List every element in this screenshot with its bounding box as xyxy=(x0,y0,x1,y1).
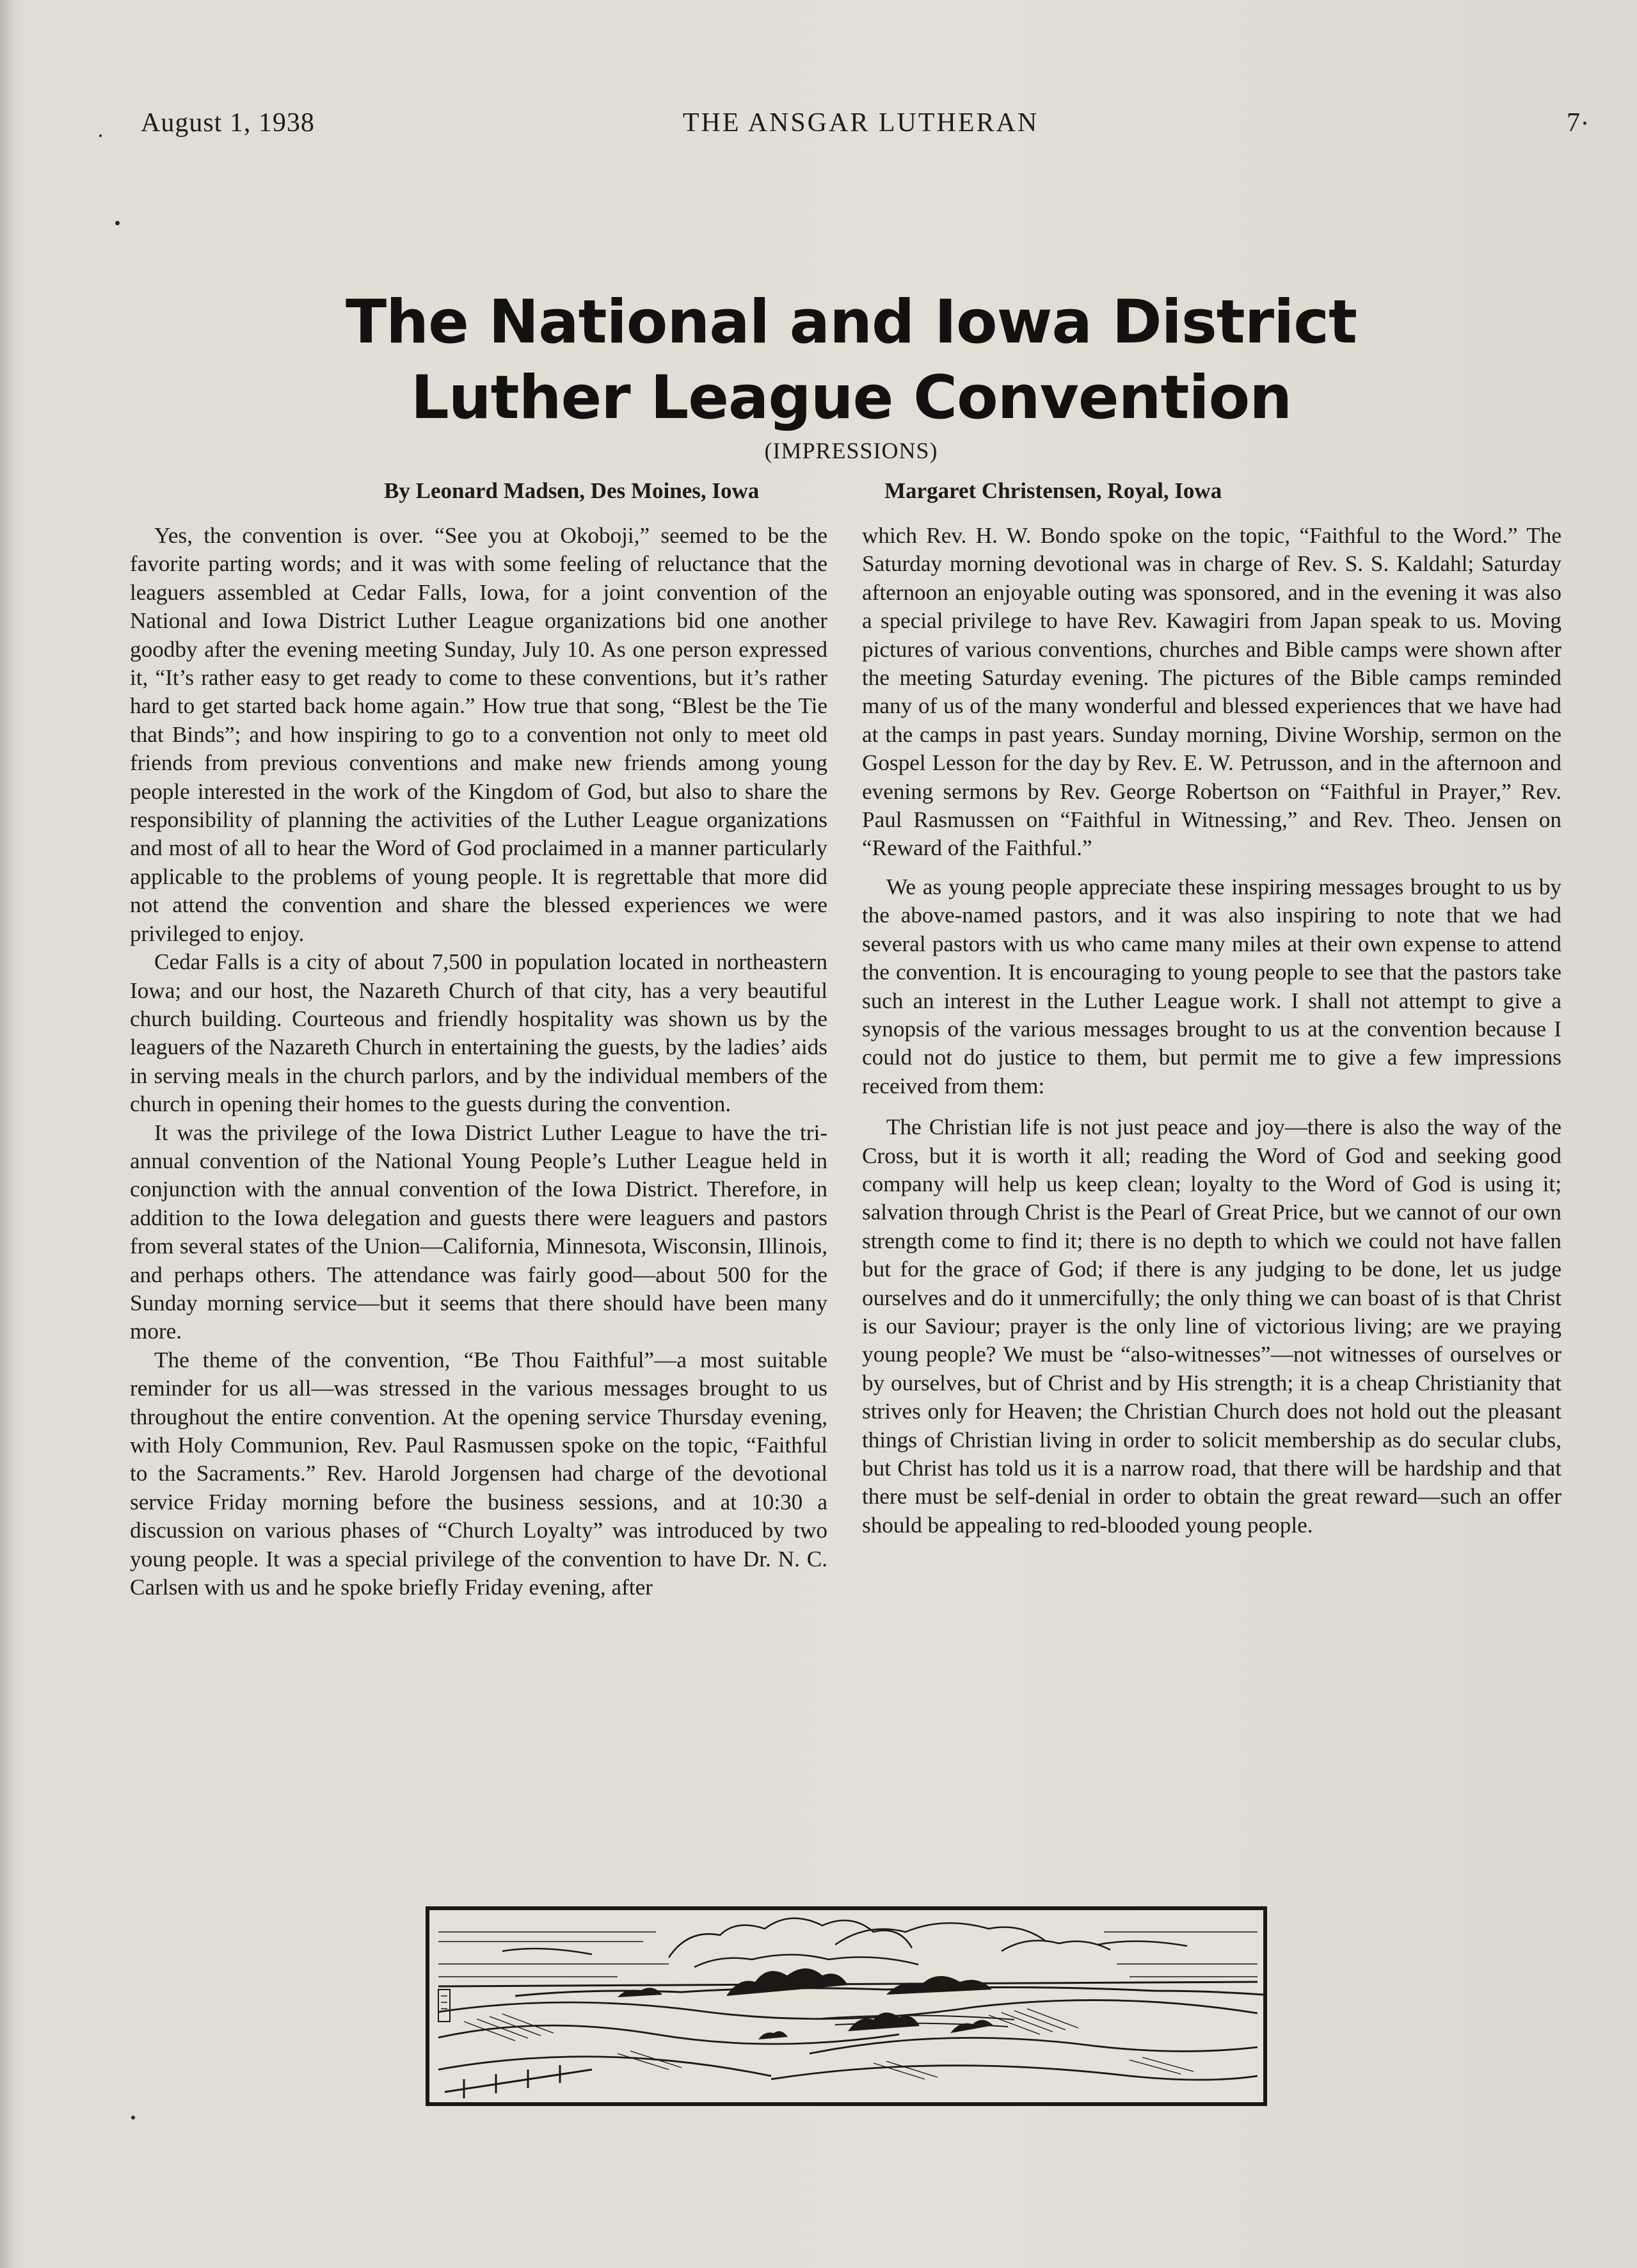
landscape-woodcut-icon xyxy=(426,1906,1267,2106)
headline-line-1: The National and Iowa District xyxy=(346,287,1357,357)
paragraph: The theme of the convention, “Be Thou Faithful”—a most suitable reminder for us all—was stressed in the various messages brought to us throughout the entire convention. At the opening service Thursday evening, with Holy Communion, Rev. Paul Rasmussen spoke on the topic, “Faithful to the Sacraments.” Rev. Harold Jorgensen had charge of the devotional service Friday morning before the business sessions, and at 10:30 a discussion on various phases of “Church Loyalty” was introduced by two young people. It was a special privilege of the convention to have Dr. N. C. Carlsen with us and he spoke briefly Friday evening, after xyxy=(130,1347,827,1600)
issue-date: August 1, 1938 xyxy=(141,108,315,138)
paragraph: We as young people appreciate these inspiring messages brought to us by the above-named pastors, and it was also inspiring to note that we had several pastors with us who came many miles at their own expense to attend the convention. It is encouraging to young people to see that the pastors take such an interest in the Luther League work. I shall not attempt to give a synopsis of the various messages brought to us at the convention because I could not do justice to them, but permit me to give a few impressions received from them: xyxy=(862,874,1561,1098)
running-head xyxy=(141,108,1581,146)
paragraph: Cedar Falls is a city of about 7,500 in population located in northeastern Iowa; and our host, the Nazareth Church of that city, has a very beautiful church building. Courteous and friendly hospitality was shown us by the leaguers of the Nazareth Church in entertaining the guests, by the ladies’ aids in serving meals in the church parlors, and by the individual members of the church in opening their homes to the guests during the convention. xyxy=(130,949,827,1117)
page-spine-shadow xyxy=(0,0,14,2268)
article-subtitle: (IMPRESSIONS) xyxy=(764,438,938,463)
byline-left: By Leonard Madsen, Des Moines, Iowa xyxy=(384,478,760,503)
article-headline xyxy=(192,285,1510,436)
paragraph: Yes, the convention is over. “See you at Okoboji,” seemed to be the favorite parting words; and it was with some feeling of reluctance that the leaguers assembled at Cedar Falls, Iowa, for a joint convention of the National and Iowa District Luther League organizations bid one another goodby after the evening meeting Sunday, July 10. As one person expressed it, “It’s rather easy to get ready to come to these conventions, but it’s rather hard to get started back home again.” How true that song, “Blest be the Tie that Binds”; and how inspiring to go to a convention not only to meet old friends from previous conventions and make new friends among young people interested in the work of the Kingdom of God, but also to share the responsibility of planning the activities of the Luther League organizations and most of all to hear the Word of God proclaimed in a manner particularly applicable to the problems of young people. It is regrettable that more did not attend the convention and share the blessed experiences we were privileged to enjoy. xyxy=(130,523,827,946)
paragraph: which Rev. H. W. Bondo spoke on the topic, “Faithful to the Word.” The Saturday morning devotional was in charge of Rev. S. S. Kaldahl; Saturday afternoon an enjoyable outing was sponsored, and in the evening it was also a special privilege to have Rev. Kawagiri from Japan speak to us. Moving pictures of various conventions, churches and Bible camps were shown after the meeting Saturday evening. The pictures of the Bible camps reminded many of us of the many wonderful and blessed experiences that we have had at the camps in past years. Sunday morning, Divine Worship, sermon on the Gospel Lesson for the day by Rev. E. W. Petrusson, and in the afternoon and evening sermons by Rev. George Robertson on “Faithful in Prayer,” Rev. Paul Rasmussen on “Faithful in Witnessing,” and Rev. Theo. Jensen on “Reward of the Faithful.” xyxy=(862,523,1561,861)
publication-name: THE ANSGAR LUTHERAN xyxy=(682,108,1039,138)
print-speck xyxy=(99,134,102,137)
byline-right: Margaret Christensen, Royal, Iowa xyxy=(884,478,1222,503)
print-speck xyxy=(131,2116,135,2119)
article-column-left xyxy=(130,522,827,1602)
paragraph: It was the privilege of the Iowa District Luther League to have the tri-annual convention of the National Young People’s Luther League held in conjunction with the annual convention of the Iowa District. Therefore, in addition to the Iowa delegation and guests there were leaguers and pastors from several states of the Union—California, Minnesota, Wisconsin, Illinois, and perhaps others. The attendance was fairly good—about 500 for the Sunday morning service—but it seems that there should have been many more. xyxy=(130,1120,827,1344)
print-speck xyxy=(115,221,120,225)
article-column-right xyxy=(862,522,1561,1540)
headline-line-2: Luther League Convention xyxy=(410,363,1292,433)
print-speck xyxy=(1583,122,1586,125)
page-number: 7 xyxy=(1567,108,1581,138)
paragraph: The Christian life is not just peace and joy—there is also the way of the Cross, but it is worth it all; reading the Word of God and seeking good company will help us keep clean; loyalty to the Word of God is using it; salvation through Christ is the Pearl of Great Price, but we cannot of our own strength come to find it; there is no depth to which we could not have fallen but for the grace of God; if there is any judging to be done, let us judge ourselves and do it unmercifully; the only thing we can boast of is that Christ is our Saviour; prayer is the only line of victorious living; are we praying young people? We must be “also-witnesses”—not witnesses of ourselves or by ourselves, but of Christ and by His strength; it is a cheap Christianity that strives only for Heaven; the Christian Church does not hold out the pleasant things of Christian living in order to solicit membership as do secular clubs, but Christ has told us it is a narrow road, that there will be hardship and that there must be self-denial in order to obtain the great reward—such an offer should be appealing to red-blooded young people. xyxy=(862,1114,1561,1538)
